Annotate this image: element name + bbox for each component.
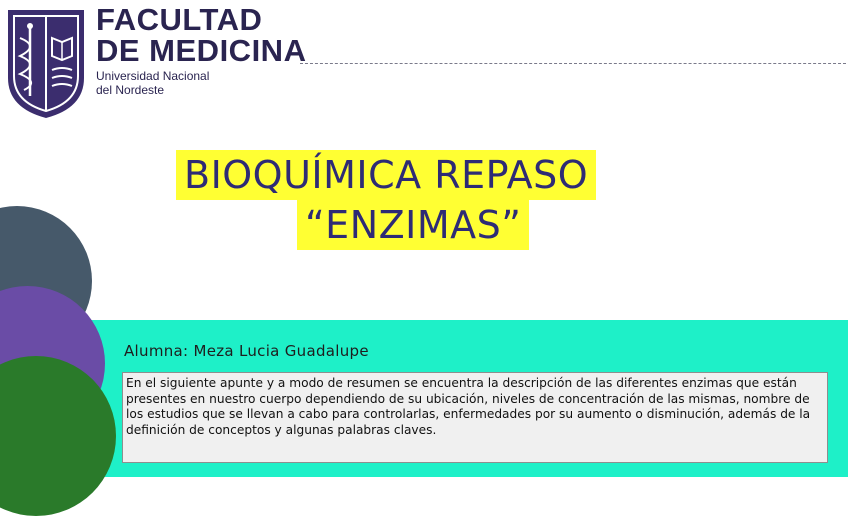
author-label: Alumna: Meza Lucia Guadalupe: [124, 342, 369, 360]
title-line1: BIOQUÍMICA REPASO: [176, 150, 596, 200]
header-divider: [300, 63, 846, 64]
title-line2: “ENZIMAS”: [297, 200, 529, 250]
logo-subtitle-line1: Universidad Nacional: [96, 69, 210, 83]
summary-text-box[interactable]: En el siguiente apunte y a modo de resumen se encuentra la descripción de las diferentes enzimas que están presentes en nuestro cuerpo dependiendo de su ubicación, niveles de concentración de las mismas, nombre de los estudios que se llevan a cabo para controlarlas, enfermedades por su aumento o disminución, además de la definición de conceptos y algunas palabras claves.: [122, 372, 828, 463]
faculty-logo-text: [96, 4, 306, 97]
logo-title-line1: FACULTAD: [96, 2, 263, 37]
faculty-shield-logo: [6, 8, 86, 120]
logo-subtitle-line2: del Nordeste: [96, 83, 165, 97]
logo-title-line2: DE MEDICINA: [96, 33, 307, 68]
